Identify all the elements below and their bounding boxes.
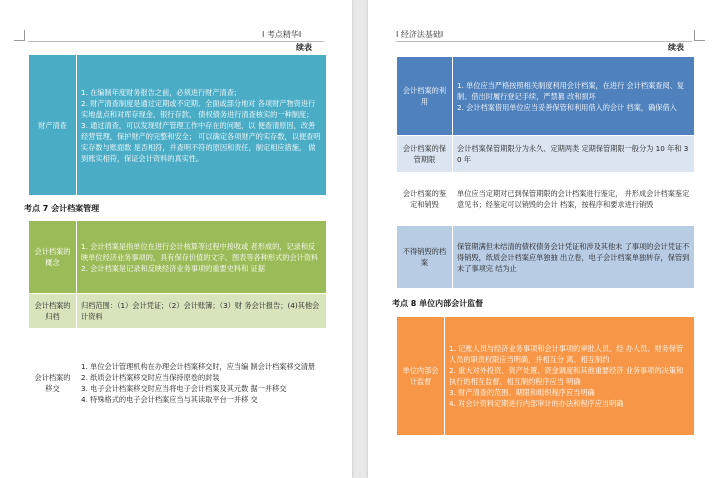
right-page	[368, 0, 720, 478]
header-text: 经济法基础	[400, 30, 441, 39]
row-label: 不得销毁的档案	[397, 226, 453, 289]
content-line: 1. 记账人员与经济业务事项和会计事项的审批人员、经 办人员、财务保管人员的职责权限应当明确，并相互分 离、相互制约	[449, 344, 684, 364]
table-row	[397, 317, 695, 436]
table-row	[397, 57, 695, 136]
table-row	[397, 226, 695, 289]
table-row	[397, 136, 695, 173]
content-line: 2. 重大对外投资、资产处置、资金调度和其他重要经济 业务事项的决策和执行的相互监督、相互制约程序应当 明确	[449, 366, 684, 386]
row-label: 会计档案的概念	[29, 221, 77, 294]
header-rule	[396, 41, 692, 42]
table-row	[29, 294, 327, 329]
row-content	[445, 317, 695, 436]
property-check-table	[28, 54, 327, 196]
row-label: 会计档案的移交	[29, 329, 77, 438]
internal-supervision-table	[396, 316, 695, 436]
content-line: 保管期满但未结清的债权债务会计凭证和涉及其他未 了事项的会计凭证不得销毁，纸质会计档案应单独抽 出立卷，电子会计档案单独转存，保管到未了事项完 结为止	[457, 241, 690, 273]
content-line: 1. 单位会计管理机构在办理会计档案移交时，应当编 制会计档案移交清册	[81, 362, 316, 371]
table-row	[29, 329, 327, 438]
content-line: 2. 会计档案借用单位应当妥善保管和利用借入的会计 档案，确保借入	[457, 102, 677, 112]
row-label: 会计档案的归档	[29, 294, 77, 329]
content-line: 4. 特殊格式的电子会计档案应当与其读取平台一并移 交	[81, 395, 258, 404]
section-title: 考点 8 单位内部会计监督	[392, 299, 484, 308]
header-rule	[28, 41, 324, 42]
row-content	[453, 173, 695, 226]
content-line: 2. 纸质会计档案移交时应当保持原卷的封装	[81, 373, 220, 382]
row-label: 会计档案的鉴定和销毁	[397, 173, 453, 226]
header-text: 考点精华	[266, 30, 299, 39]
row-content	[453, 136, 695, 173]
page-header	[396, 29, 443, 40]
row-label: 会计档案的利用	[397, 57, 453, 136]
header-bar-right: I	[298, 30, 302, 39]
content-line: 1. 会计档案是指单位在进行会计核算等过程中接收或 者形成的，记录和反映单位经济业务事项的，具有保存价值的文字、图表等各种形式的会计资料	[81, 241, 319, 262]
table-row	[397, 173, 695, 226]
content-line: 1. 单位应当严格按照相关制度利用会计档案，在进行 会计档案查阅、复制、借出时履行登记手续，严禁篡 改和损坏	[457, 80, 685, 101]
content-line: 3. 电子会计档案移交时应当将电子会计档案及其元数 据一并移交	[81, 384, 287, 393]
header-bar-right: I	[440, 30, 444, 39]
archive-use-table	[396, 56, 695, 289]
row-content	[77, 329, 327, 438]
continued-label: 续表	[668, 43, 684, 52]
header-bar-left: I	[262, 30, 267, 39]
content-line: 4. 对会计资料定期进行内部审计的办法和程序应当明确	[449, 399, 624, 408]
content-line: 1. 在编制年度财务报告之前，必须进行财产清查；	[81, 87, 242, 97]
left-page	[0, 0, 352, 478]
archive-management-table	[28, 220, 327, 438]
row-label: 财产清查	[29, 55, 77, 196]
content-line: 单位应当定期对已到保管期限的会计档案进行鉴定， 并形成会计档案鉴定意见书；经鉴定可以销毁的会计 档案，按程序和要求进行销毁	[457, 189, 690, 209]
row-content	[77, 221, 327, 294]
page-corner-mark	[14, 30, 25, 41]
section-title: 考点 7 会计档案管理	[24, 204, 100, 213]
row-content	[77, 294, 327, 329]
row-content	[77, 55, 327, 196]
row-content	[453, 226, 695, 289]
content-line: 归档范围：（1）会计凭证；（2）会计账簿；（3）财 务会计报告；(4)其他会计资料	[81, 301, 320, 321]
content-line: 3. 通过清查，可以发现财产管理工作中存在的问题，以 便查清原因，改善经营管理，保护财产的完整和安全； 可以确定各项财产的实存数，以便查明实存数与账面数 是否相符，并查明不符的原因和责任，制定相应措施， 做到账实相符，保证会计资料的真实性。	[81, 120, 321, 163]
row-content	[453, 57, 695, 136]
page-corner-mark	[694, 30, 705, 41]
table-row	[29, 55, 327, 196]
page-header	[262, 29, 301, 40]
row-label: 单位内部会计监督	[397, 317, 445, 436]
content-line: 2. 会计档案是记录和反映经济业务事项的重要史料和 证据	[81, 263, 265, 273]
content-line: 会计档案保管期限分为永久、定期两类 定期保管期限一般分为 10 年和 30 年	[457, 144, 689, 164]
content-line: 3. 财产清查的范围、期限和组织程序应当明确	[449, 388, 595, 397]
row-label: 会计档案的保管期限	[397, 136, 453, 173]
table-row	[29, 221, 327, 294]
continued-label: 续表	[296, 43, 312, 52]
header-bar-left: I	[396, 30, 401, 39]
content-line: 2. 财产清查制度是通过定期或不定期、全面或部分地对 各项财产物资进行实地盘点和对库存现金、银行存款、 债权债务进行清查核实的一种制度；	[81, 98, 316, 119]
